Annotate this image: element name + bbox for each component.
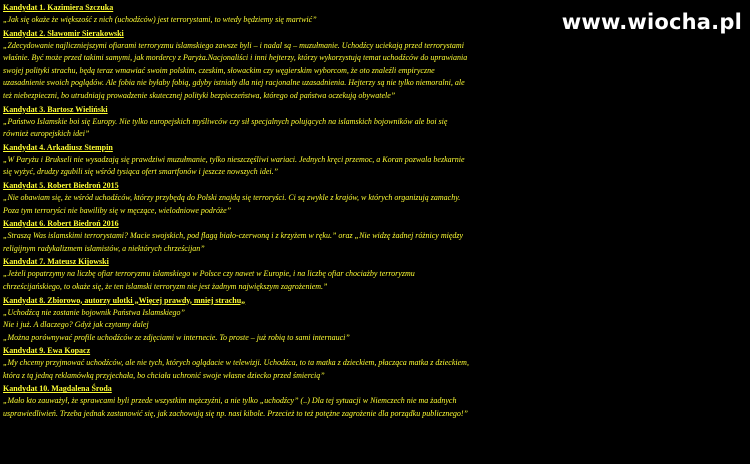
candidate-block [3,294,747,345]
candidate-heading: Kandydat 6. Robert Biedroń 2016 [3,219,119,229]
candidate-heading: Kandydat 3. Bartosz Wieliński [3,104,108,114]
candidate-block [3,382,747,420]
candidate-heading: Kandydat 9. Ewa Kopacz [3,346,91,356]
quote-line: „Mało kto zauważył, że sprawcami byli przede wszystkim mężczyźni, a nie tylko „uchodźcy” (..) Dla tej sytuacji w Niemczech nie ma żadnych [3,396,457,406]
candidate-heading: Kandydat 7. Mateusz Kijowski [3,257,109,267]
quote-line: która z tą jedną reklamówką przyjechała, bo chciała uchronić swoje własne dziecko przed śmiercią” [3,370,325,380]
quote-line: „Państwo Islamskie boi się Europy. Nie tylko europejskich myśliwców czy sił specjalnych polujących na islamskich bojowników ale boi się [3,116,448,126]
quote-line: właśnie. Być może przed takimi samymi, jak mordercy z Paryża.Nacjonaliści i inni hejterzy, którzy wykorzystują temat uchodźców do uprawiania [3,53,468,63]
candidate-block [3,27,747,103]
quote-line: Poza tym terroryści nie bawiliby się w męczące, wielodniowe podróże” [3,205,232,215]
quote-line: „Można porównywać profile uchodźców ze zdjęciami w internecie. To proste – już robią to sami internauci” [3,332,350,342]
candidate-block [3,141,747,179]
site-watermark: www.wiocha.pl [561,10,742,34]
candidate-heading: Kandydat 4. Arkadiusz Stempin [3,142,113,152]
quote-line: się wyżyć, drudzy zgubili się wśród tysiąca ofert smartfonów i jeszcze nowszych idei.” [3,167,279,177]
candidate-list [3,1,747,421]
quote-line: chrześcijańskiego, to okaże się, że ten islamski terroryzm nie jest żadnym największym zagrożeniem.” [3,281,328,291]
candidate-quote [3,307,747,345]
candidate-block [3,344,747,382]
candidate-heading: Kandydat 10. Magdalena Środa [3,384,112,394]
quote-line: uzasadnienie swoich poglądów. Ale fobia nie byłaby fobią, gdyby istniały dla niej racjonalne uzasadnienia. Hejterzy są nie tylko niemoralni, ale [3,78,465,88]
candidate-block [3,255,747,293]
candidate-heading: Kandydat 2. Sławomir Sierakowski [3,28,124,38]
candidate-heading: Kandydat 1. Kazimiera Szczuka [3,3,114,12]
candidate-quote [3,268,747,293]
quote-line: „My chcemy przyjmować uchodźców, ale nie tych, których oglądacie w telewizji. Uchodźca, to ta matka z dzieckiem, płacząca matka z dzieckiem, [3,358,469,368]
candidate-heading: Kandydat 8. Zbiorowo, autorzy ulotki „Więcej prawdy, mniej strachu„ [3,295,246,305]
candidate-block [3,217,747,255]
candidate-quote [3,116,747,141]
quote-line: również europejskich idei” [3,129,90,139]
quote-line: usprawiedliwień. Trzeba jednak zastanowić się, jak zachowują się np. nasi kibole. Przecież to też potężne zagrożenie dla porządku publicznego!” [3,409,468,419]
candidate-block [3,103,747,141]
candidate-quote [3,395,747,420]
candidate-block [3,179,747,217]
quote-line: „W Paryżu i Brukseli nie wysadzają się prawdziwi muzułmanie, tylko nieszczęśliwi wariaci. Jednych kręci przemoc, a Koran pozwala bezkarnie [3,154,465,164]
quote-line: swojej polityki strachu, będą teraz wmawiać swoim polskim, czeskim, słowackim czy węgierskim wyborcom, że oto znaleźli empiryczne [3,65,435,75]
quote-line: „Jak się okaże że większość z nich (uchodźców) jest terrorystami, to wtedy będziemy się martwić” [3,15,317,24]
candidate-quote [3,230,747,255]
candidate-quote [3,154,747,179]
quote-line: „Nie obawiam się, że wśród uchodźców, którzy przybędą do Polski znajdą się terroryści. Ci są zwykle z krajów, w których organizują zamachy. [3,192,461,202]
quote-line: „Zdecydowanie najliczniejszymi ofiarami terroryzmu islamskiego zawsze byli – i nadal są – muzułmanie. Uchodźcy uciekają przed terrorystami [3,40,464,50]
quote-line: Nie i już. A dlaczego? Gdyż jak czytamy dalej [3,320,149,330]
quote-line: religijnym radykalizmem islamistów, a niektórych chrześcijan” [3,243,205,253]
candidate-quote [3,357,747,382]
candidate-quote [3,40,747,103]
candidate-quote [3,192,747,217]
quote-line: „Straszą Was islamskimi terrorystami? Macie swojskich, pod flagą biało-czerwoną i z krzyżem w ręku.” oraz „Nie widzę żadnej różnicy między [3,231,464,241]
quote-line: „Jeżeli popatrzymy na liczbę ofiar terroryzmu islamskiego w Polsce czy nawet w Europie, i na liczbę ofiar chociażby terroryzmu [3,269,415,279]
quote-line: też niebezpieczni, bo utrudniają prowadzenie skutecznej polityki bezpieczeństwa, którego od państwa oczekują obywatele” [3,90,396,100]
candidate-heading: Kandydat 5. Robert Biedroń 2015 [3,180,119,190]
quote-line: „Uchodźcą nie zostanie bojownik Państwa Islamskiego” [3,307,185,317]
